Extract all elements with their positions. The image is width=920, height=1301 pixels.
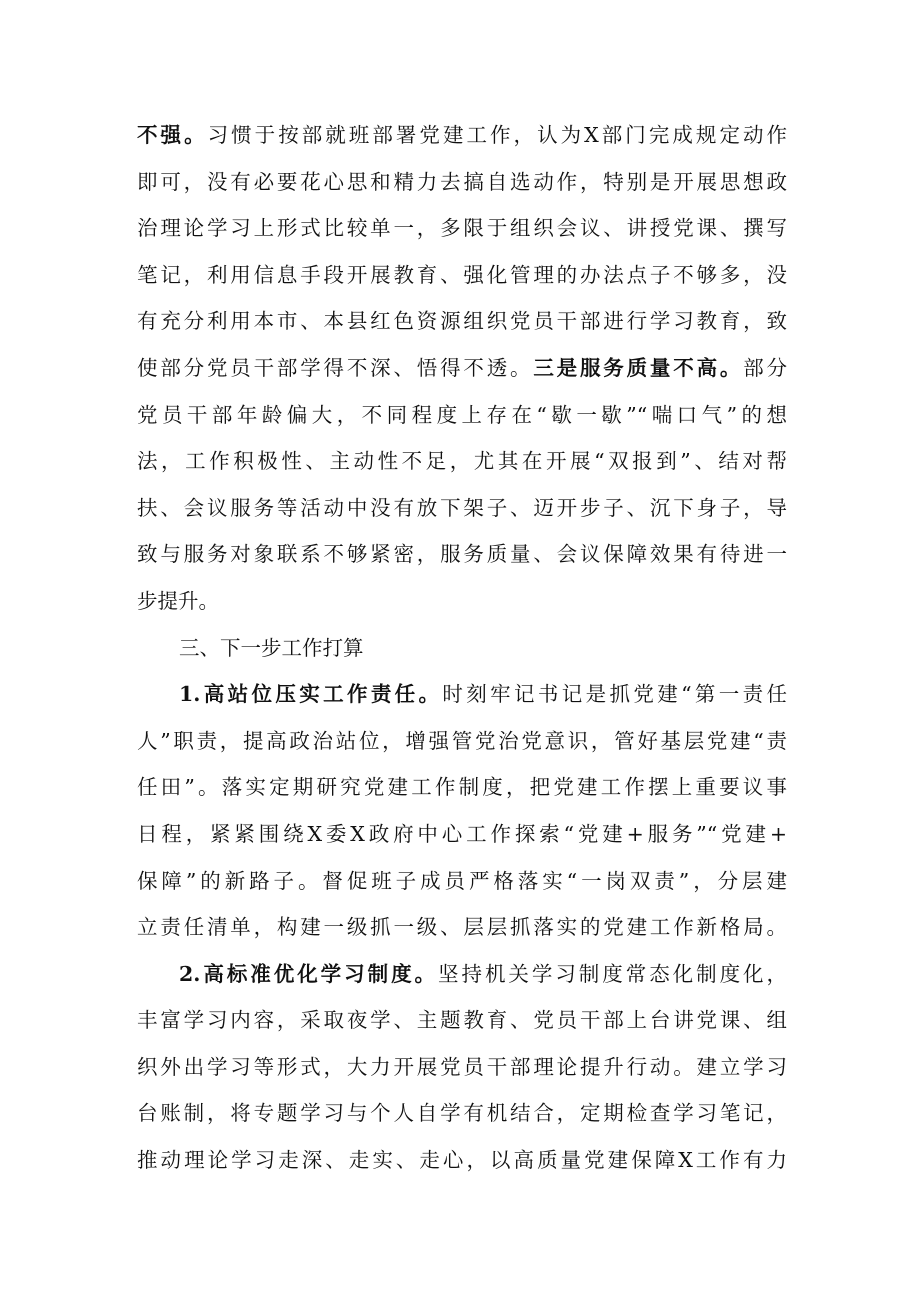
text-line bbox=[137, 112, 787, 159]
text-line bbox=[137, 438, 787, 485]
bold-text-run: 不强。 bbox=[137, 123, 208, 147]
text-run: 推动理论学习走深、走实、走心，以高质量党建保障X工作有力 bbox=[137, 1148, 787, 1173]
text-line bbox=[137, 811, 787, 858]
text-run: 有充分利用本市、本县红色资源组织党员干部进行学习教育，致 bbox=[137, 309, 787, 334]
text-run: 即可，没有必要花心思和精力去搞自选动作，特别是开展思想政 bbox=[137, 169, 787, 194]
text-run: 使部分党员干部学得不深、悟得不透。 bbox=[137, 355, 534, 380]
text-run: 治理论学习上形式比较单一，多限于组织会议、讲授党课、撰写 bbox=[137, 216, 787, 241]
text-run: 党员干部年龄偏大，不同程度上存在“歇一歇”“喘口气”的想 bbox=[137, 402, 787, 427]
text-run: 日程，紧紧围绕X委X政府中心工作探索“党建+服务”“党建+ bbox=[137, 821, 787, 846]
text-run: 人”职责，提高政治站位，增强管党治党意识，管好基层党建“责 bbox=[137, 728, 787, 753]
text-line bbox=[137, 951, 787, 998]
text-run: 步提升。 bbox=[137, 588, 219, 613]
text-line bbox=[137, 252, 787, 299]
text-run: 任田”。落实定期研究党建工作制度，把党建工作摆上重要议事 bbox=[137, 775, 787, 800]
text-line bbox=[137, 298, 787, 345]
text-line bbox=[137, 1137, 787, 1184]
bold-text-run: 2.高标准优化学习制度。 bbox=[179, 961, 439, 986]
text-run: 织外出学习等形式，大力开展党员干部理论提升行动。建立学习 bbox=[137, 1054, 787, 1079]
text-run: 保障”的新路子。督促班子成员严格落实“一岗双责”，分层建 bbox=[137, 868, 787, 893]
text-run: 部分 bbox=[743, 355, 787, 380]
text-run: 丰富学习内容，采取夜学、主题教育、党员干部上台讲党课、组 bbox=[137, 1008, 787, 1033]
text-line bbox=[137, 858, 787, 905]
text-run: 坚持机关学习制度常态化制度化， bbox=[438, 961, 787, 986]
text-run: 立责任清单，构建一级抓一级、层层抓落实的党建工作新格局。 bbox=[137, 915, 787, 940]
text-line bbox=[137, 485, 787, 532]
bold-text-run: 1.高站位压实工作责任。 bbox=[179, 682, 443, 707]
text-line bbox=[137, 531, 787, 578]
text-run: 扶、会议服务等活动中没有放下架子、迈开步子、沉下身子，导 bbox=[137, 495, 787, 520]
text-line bbox=[137, 578, 787, 625]
text-run: 时刻牢记书记是抓党建“第一责任 bbox=[442, 682, 787, 707]
text-line bbox=[137, 392, 787, 439]
document-body bbox=[137, 112, 787, 1184]
text-line bbox=[137, 205, 787, 252]
text-line bbox=[137, 764, 787, 811]
bold-text-run: 三是服务质量不高。 bbox=[533, 355, 744, 380]
text-line bbox=[137, 718, 787, 765]
text-run: 致与服务对象联系不够紧密，服务质量、会议保障效果有待进一 bbox=[137, 542, 787, 567]
text-line bbox=[137, 625, 787, 672]
text-line bbox=[137, 159, 787, 206]
text-line bbox=[137, 671, 787, 718]
text-run: 台账制，将专题学习与个人自学有机结合，定期检查学习笔记， bbox=[137, 1101, 787, 1126]
text-run: 法，工作积极性、主动性不足，尤其在开展“双报到”、结对帮 bbox=[137, 449, 787, 474]
text-run: 习惯于按部就班部署党建工作，认为X部门完成规定动作 bbox=[207, 123, 787, 147]
text-line bbox=[137, 997, 787, 1044]
text-line bbox=[137, 1044, 787, 1091]
text-line bbox=[137, 904, 787, 951]
text-run: 笔记，利用信息手段开展教育、强化管理的办法点子不够多，没 bbox=[137, 262, 787, 287]
text-line bbox=[137, 1090, 787, 1137]
text-line bbox=[137, 345, 787, 392]
text-run: 三、下一步工作打算 bbox=[179, 635, 364, 660]
